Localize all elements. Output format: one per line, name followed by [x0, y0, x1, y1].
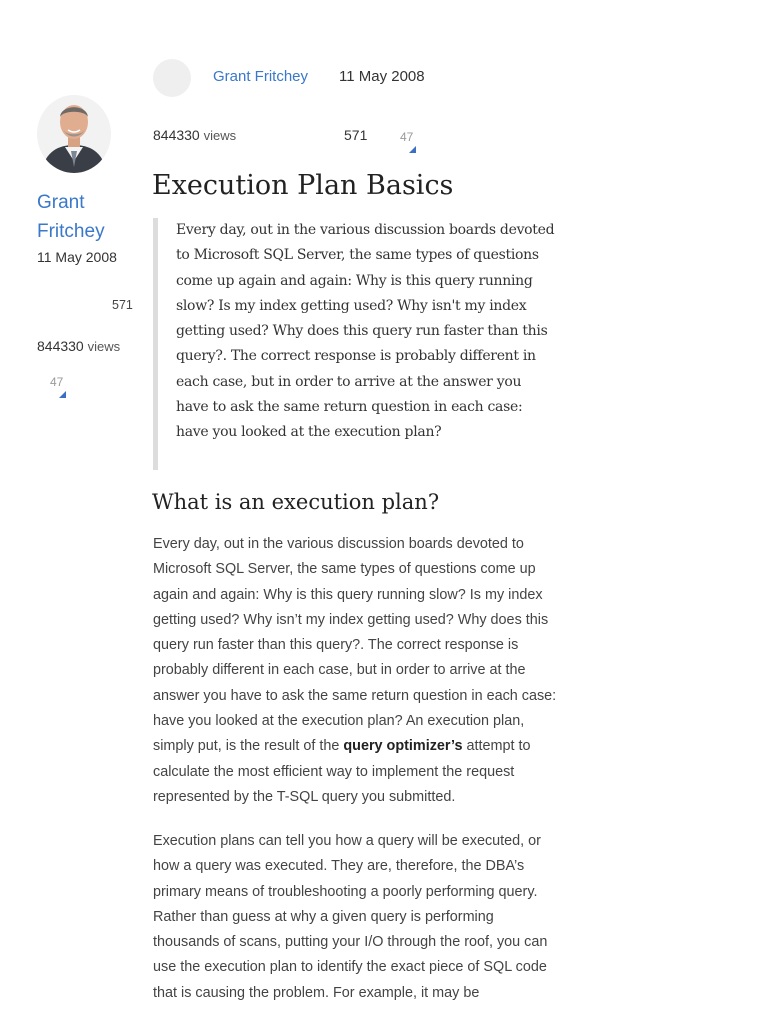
views-label: views — [203, 128, 237, 143]
sidebar-vote-down-arrow-icon[interactable] — [59, 391, 66, 398]
views-count: 844330 — [153, 127, 200, 143]
author-last-name[interactable]: Fritchey — [37, 221, 105, 242]
author-avatar-small[interactable] — [153, 59, 191, 97]
body-paragraph-2: Execution plans can tell you how a query will be executed, or how a query was executed. They are, therefore, the DBA’s primary means of troubleshooting a poorly performing query. Rather than guess at why a given query is performing thousands of scans, putting your I/O through the roof, you can use the execution plan to identify the exact piece of SQL code that is causing the problem. For example, it may be — [153, 833, 548, 1001]
sidebar-views-counter — [37, 338, 120, 354]
article-title: Execution Plan Basics — [152, 170, 454, 201]
sidebar-author-name[interactable] — [37, 188, 127, 246]
paragraph-text: Every day, out in the various discussion boards devoted to Microsoft SQL Server, the same types of questions come up again and again: Why is this query running slow? Is my index getting used? Why isn’t my index getting used? Why does this query run faster than this query?. The correct response is probably different in each case, but in order to arrive at the answer you have to ask the same return question in each case: have you looked at the execution plan? An execution plan, simply put, is the result of the — [153, 536, 557, 755]
article-summary-blockquote — [153, 218, 557, 470]
author-first-name[interactable]: Grant — [37, 192, 85, 213]
article-summary: Every day, out in the various discussion boards devoted to Microsoft SQL Server, the same types of questions come up again and again: Why is this query running slow? Is my index getting used? Why isn't my index getting used? Why does this query run faster than this query?. The correct response is probably different in each case, but in order to arrive at the answer you have to ask the same return question in each case: have you looked at the execution plan? — [176, 222, 555, 441]
body-paragraph-1 — [153, 532, 558, 810]
sidebar-views-label: views — [87, 339, 121, 354]
section-heading: What is an execution plan? — [152, 490, 440, 514]
views-counter — [153, 127, 236, 143]
author-avatar[interactable] — [37, 95, 111, 173]
publish-date: 11 May 2008 — [339, 68, 425, 85]
sidebar-date: 11 May 2008 — [37, 249, 117, 265]
author-photo — [37, 95, 111, 173]
sidebar-comments-count[interactable]: 571 — [112, 298, 133, 312]
vote-down-arrow-icon[interactable] — [409, 146, 416, 153]
sidebar-views-count: 844330 — [37, 338, 84, 354]
comments-count[interactable]: 571 — [344, 127, 368, 143]
author-link[interactable]: Grant Fritchey — [213, 68, 309, 85]
sidebar-votes-count: 47 — [50, 375, 64, 389]
bold-term: query optimizer’s — [343, 738, 463, 755]
votes-count: 47 — [400, 130, 414, 144]
paragraph-text-end: attempt to calculate the most efficient way to implement the request represented by the T-SQL query you submitted. — [153, 738, 531, 805]
